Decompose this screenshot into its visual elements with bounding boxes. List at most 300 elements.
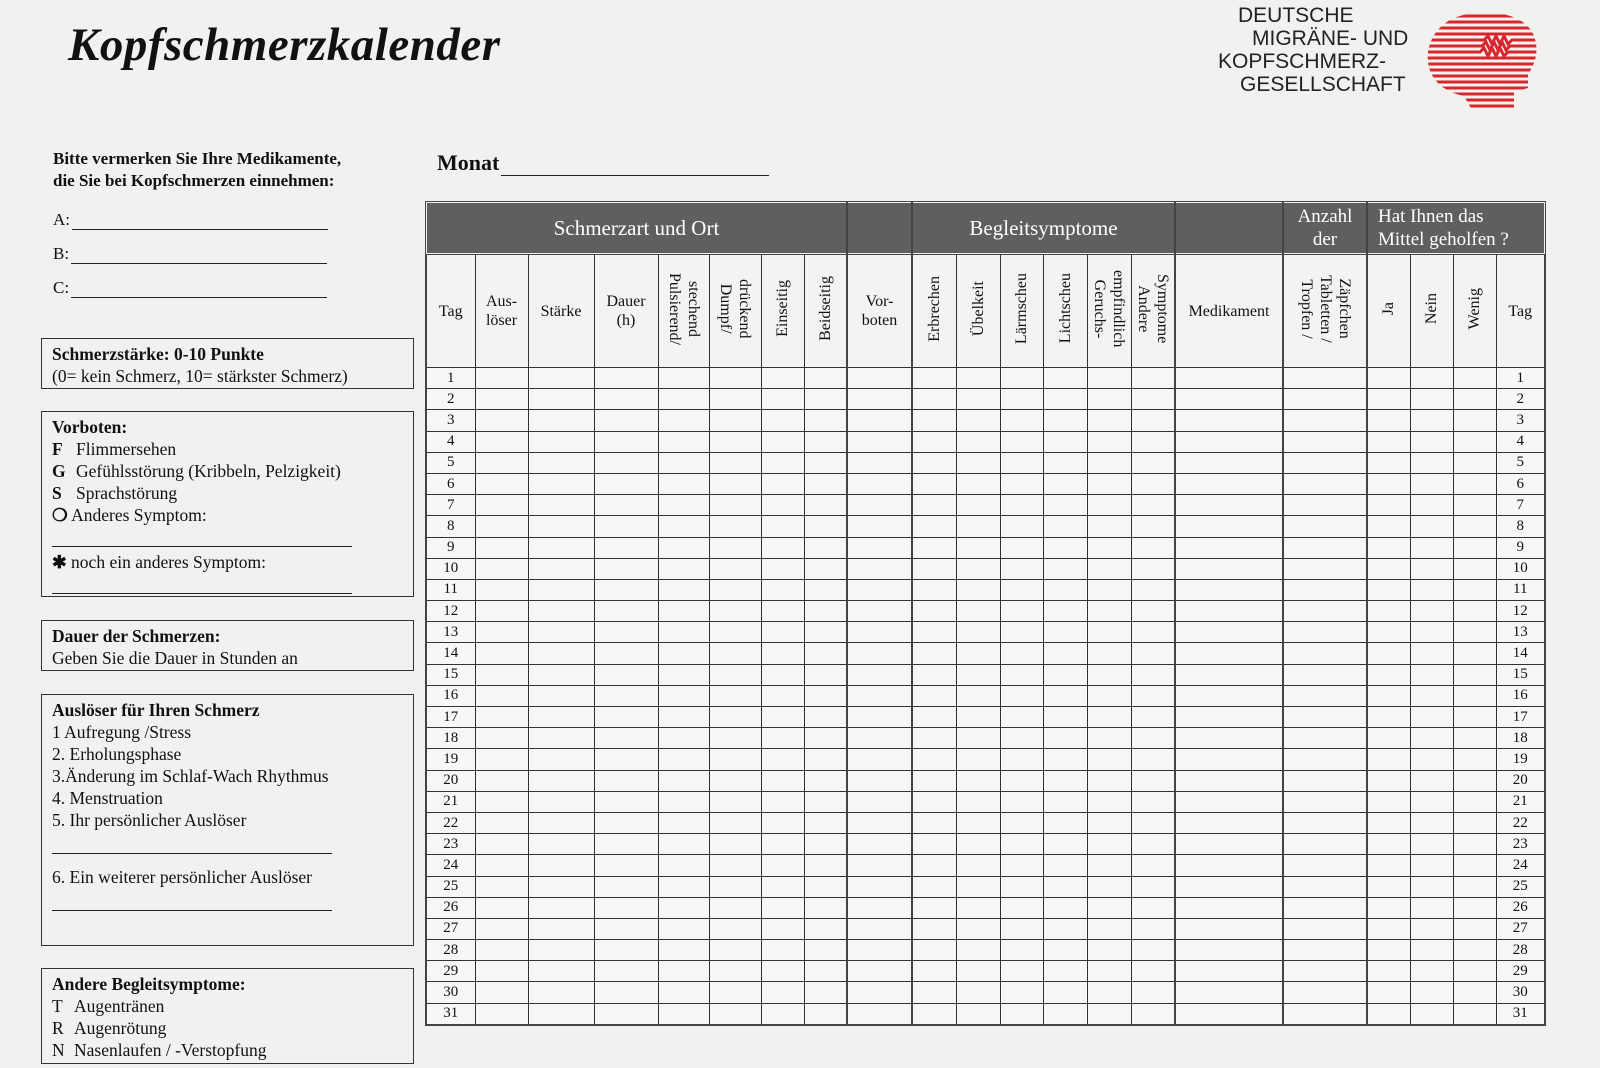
entry-cell[interactable]: [1131, 452, 1175, 473]
entry-cell[interactable]: [1131, 368, 1175, 389]
entry-cell[interactable]: [1367, 918, 1410, 939]
entry-cell[interactable]: [475, 685, 528, 706]
entry-cell[interactable]: [1453, 876, 1496, 897]
entry-cell[interactable]: [1283, 410, 1367, 431]
entry-cell[interactable]: [1000, 855, 1043, 876]
entry-cell[interactable]: [658, 940, 709, 961]
entry-cell[interactable]: [594, 601, 658, 622]
entry-cell[interactable]: [709, 728, 761, 749]
entry-cell[interactable]: [1175, 834, 1283, 855]
entry-cell[interactable]: [1000, 812, 1043, 833]
entry-cell[interactable]: [804, 770, 847, 791]
entry-cell[interactable]: [475, 918, 528, 939]
entry-cell[interactable]: [1367, 707, 1410, 728]
entry-cell[interactable]: [1043, 368, 1087, 389]
entry-cell[interactable]: [956, 410, 1000, 431]
entry-cell[interactable]: [1367, 876, 1410, 897]
entry-cell[interactable]: [1087, 643, 1131, 664]
entry-cell[interactable]: [709, 812, 761, 833]
entry-cell[interactable]: [1453, 410, 1496, 431]
entry-cell[interactable]: [1087, 558, 1131, 579]
entry-cell[interactable]: [804, 643, 847, 664]
entry-cell[interactable]: [912, 452, 956, 473]
entry-cell[interactable]: [1087, 961, 1131, 982]
entry-cell[interactable]: [709, 622, 761, 643]
entry-cell[interactable]: [475, 876, 528, 897]
entry-cell[interactable]: [1283, 431, 1367, 452]
entry-cell[interactable]: [475, 728, 528, 749]
entry-cell[interactable]: [956, 855, 1000, 876]
entry-cell[interactable]: [1087, 897, 1131, 918]
entry-cell[interactable]: [956, 664, 1000, 685]
entry-cell[interactable]: [956, 389, 1000, 410]
entry-cell[interactable]: [804, 579, 847, 600]
entry-cell[interactable]: [956, 707, 1000, 728]
entry-cell[interactable]: [1367, 410, 1410, 431]
entry-cell[interactable]: [956, 473, 1000, 494]
entry-cell[interactable]: [709, 749, 761, 770]
entry-cell[interactable]: [1453, 982, 1496, 1003]
entry-cell[interactable]: [475, 452, 528, 473]
entry-cell[interactable]: [1283, 664, 1367, 685]
entry-cell[interactable]: [1453, 516, 1496, 537]
entry-cell[interactable]: [761, 601, 804, 622]
entry-cell[interactable]: [594, 579, 658, 600]
entry-cell[interactable]: [528, 791, 594, 812]
entry-cell[interactable]: [912, 410, 956, 431]
entry-cell[interactable]: [709, 876, 761, 897]
entry-cell[interactable]: [956, 601, 1000, 622]
entry-cell[interactable]: [1131, 897, 1175, 918]
entry-cell[interactable]: [475, 473, 528, 494]
entry-cell[interactable]: [1175, 601, 1283, 622]
entry-cell[interactable]: [475, 368, 528, 389]
entry-cell[interactable]: [709, 601, 761, 622]
entry-cell[interactable]: [1043, 389, 1087, 410]
entry-cell[interactable]: [761, 558, 804, 579]
entry-cell[interactable]: [1000, 473, 1043, 494]
entry-cell[interactable]: [847, 728, 912, 749]
entry-cell[interactable]: [1175, 770, 1283, 791]
entry-cell[interactable]: [1087, 791, 1131, 812]
entry-cell[interactable]: [1000, 685, 1043, 706]
entry-cell[interactable]: [847, 410, 912, 431]
entry-cell[interactable]: [1175, 579, 1283, 600]
entry-cell[interactable]: [594, 982, 658, 1003]
entry-cell[interactable]: [528, 452, 594, 473]
entry-cell[interactable]: [847, 622, 912, 643]
entry-cell[interactable]: [1175, 940, 1283, 961]
entry-cell[interactable]: [1367, 685, 1410, 706]
entry-cell[interactable]: [761, 982, 804, 1003]
entry-cell[interactable]: [1043, 495, 1087, 516]
entry-cell[interactable]: [912, 643, 956, 664]
entry-cell[interactable]: [1283, 643, 1367, 664]
entry-cell[interactable]: [1087, 495, 1131, 516]
entry-cell[interactable]: [709, 368, 761, 389]
entry-cell[interactable]: [1131, 495, 1175, 516]
entry-cell[interactable]: [847, 749, 912, 770]
entry-cell[interactable]: [1453, 431, 1496, 452]
entry-cell[interactable]: [761, 643, 804, 664]
entry-cell[interactable]: [1175, 537, 1283, 558]
entry-cell[interactable]: [1453, 897, 1496, 918]
entry-cell[interactable]: [912, 728, 956, 749]
entry-cell[interactable]: [1283, 876, 1367, 897]
entry-cell[interactable]: [1175, 368, 1283, 389]
entry-cell[interactable]: [804, 812, 847, 833]
entry-cell[interactable]: [1043, 410, 1087, 431]
entry-cell[interactable]: [475, 389, 528, 410]
entry-cell[interactable]: [1000, 601, 1043, 622]
entry-cell[interactable]: [594, 452, 658, 473]
entry-cell[interactable]: [658, 707, 709, 728]
entry-cell[interactable]: [528, 749, 594, 770]
entry-cell[interactable]: [709, 918, 761, 939]
entry-cell[interactable]: [709, 982, 761, 1003]
entry-cell[interactable]: [1175, 389, 1283, 410]
entry-cell[interactable]: [528, 664, 594, 685]
entry-cell[interactable]: [1410, 452, 1453, 473]
entry-cell[interactable]: [761, 940, 804, 961]
entry-cell[interactable]: [1087, 410, 1131, 431]
entry-cell[interactable]: [1367, 940, 1410, 961]
entry-cell[interactable]: [709, 685, 761, 706]
entry-cell[interactable]: [912, 982, 956, 1003]
entry-cell[interactable]: [1131, 812, 1175, 833]
entry-cell[interactable]: [475, 812, 528, 833]
entry-cell[interactable]: [1087, 855, 1131, 876]
month-field[interactable]: [501, 151, 769, 176]
entry-cell[interactable]: [1043, 812, 1087, 833]
entry-cell[interactable]: [475, 855, 528, 876]
entry-cell[interactable]: [658, 876, 709, 897]
entry-cell[interactable]: [847, 1003, 912, 1025]
entry-cell[interactable]: [594, 812, 658, 833]
entry-cell[interactable]: [1000, 982, 1043, 1003]
entry-cell[interactable]: [956, 897, 1000, 918]
entry-cell[interactable]: [594, 368, 658, 389]
entry-cell[interactable]: [1131, 601, 1175, 622]
entry-cell[interactable]: [1000, 791, 1043, 812]
entry-cell[interactable]: [1410, 982, 1453, 1003]
entry-cell[interactable]: [1175, 897, 1283, 918]
entry-cell[interactable]: [528, 368, 594, 389]
entry-cell[interactable]: [1283, 940, 1367, 961]
entry-cell[interactable]: [1087, 431, 1131, 452]
entry-cell[interactable]: [1087, 812, 1131, 833]
entry-cell[interactable]: [1410, 961, 1453, 982]
entry-cell[interactable]: [709, 961, 761, 982]
entry-cell[interactable]: [658, 558, 709, 579]
entry-cell[interactable]: [761, 918, 804, 939]
entry-cell[interactable]: [1131, 431, 1175, 452]
entry-cell[interactable]: [1175, 622, 1283, 643]
entry-cell[interactable]: [847, 452, 912, 473]
entry-cell[interactable]: [1453, 452, 1496, 473]
entry-cell[interactable]: [1410, 918, 1453, 939]
entry-cell[interactable]: [1410, 368, 1453, 389]
entry-cell[interactable]: [1087, 982, 1131, 1003]
entry-cell[interactable]: [761, 749, 804, 770]
entry-cell[interactable]: [658, 664, 709, 685]
entry-cell[interactable]: [1283, 622, 1367, 643]
entry-cell[interactable]: [1283, 791, 1367, 812]
entry-cell[interactable]: [1131, 516, 1175, 537]
entry-cell[interactable]: [709, 897, 761, 918]
entry-cell[interactable]: [1410, 495, 1453, 516]
entry-cell[interactable]: [761, 473, 804, 494]
entry-cell[interactable]: [658, 918, 709, 939]
entry-cell[interactable]: [528, 685, 594, 706]
entry-cell[interactable]: [1283, 389, 1367, 410]
entry-cell[interactable]: [1453, 622, 1496, 643]
entry-cell[interactable]: [1000, 410, 1043, 431]
entry-cell[interactable]: [1175, 812, 1283, 833]
entry-cell[interactable]: [1131, 558, 1175, 579]
entry-cell[interactable]: [1131, 728, 1175, 749]
entry-cell[interactable]: [709, 940, 761, 961]
entry-cell[interactable]: [528, 855, 594, 876]
entry-cell[interactable]: [761, 812, 804, 833]
entry-cell[interactable]: [1410, 516, 1453, 537]
entry-cell[interactable]: [1410, 622, 1453, 643]
entry-cell[interactable]: [1043, 834, 1087, 855]
entry-cell[interactable]: [1453, 643, 1496, 664]
entry-cell[interactable]: [1000, 579, 1043, 600]
entry-cell[interactable]: [847, 897, 912, 918]
entry-cell[interactable]: [912, 473, 956, 494]
entry-cell[interactable]: [1000, 389, 1043, 410]
entry-cell[interactable]: [528, 770, 594, 791]
entry-cell[interactable]: [1043, 707, 1087, 728]
entry-cell[interactable]: [1367, 579, 1410, 600]
entry-cell[interactable]: [528, 707, 594, 728]
entry-cell[interactable]: [804, 452, 847, 473]
entry-cell[interactable]: [1283, 452, 1367, 473]
entry-cell[interactable]: [658, 961, 709, 982]
entry-cell[interactable]: [1410, 897, 1453, 918]
entry-cell[interactable]: [528, 537, 594, 558]
entry-cell[interactable]: [912, 940, 956, 961]
entry-cell[interactable]: [528, 431, 594, 452]
entry-cell[interactable]: [1000, 516, 1043, 537]
entry-cell[interactable]: [1043, 473, 1087, 494]
entry-cell[interactable]: [1453, 664, 1496, 685]
entry-cell[interactable]: [847, 961, 912, 982]
entry-cell[interactable]: [761, 770, 804, 791]
entry-cell[interactable]: [1087, 1003, 1131, 1025]
entry-cell[interactable]: [1043, 876, 1087, 897]
entry-cell[interactable]: [475, 770, 528, 791]
entry-cell[interactable]: [804, 558, 847, 579]
entry-cell[interactable]: [709, 664, 761, 685]
entry-cell[interactable]: [912, 601, 956, 622]
entry-cell[interactable]: [1410, 707, 1453, 728]
entry-cell[interactable]: [1367, 855, 1410, 876]
entry-cell[interactable]: [1410, 855, 1453, 876]
entry-cell[interactable]: [528, 473, 594, 494]
entry-cell[interactable]: [847, 918, 912, 939]
entry-cell[interactable]: [1043, 940, 1087, 961]
entry-cell[interactable]: [1131, 918, 1175, 939]
entry-cell[interactable]: [956, 834, 1000, 855]
entry-cell[interactable]: [1131, 1003, 1175, 1025]
entry-cell[interactable]: [528, 812, 594, 833]
entry-cell[interactable]: [658, 368, 709, 389]
entry-cell[interactable]: [761, 1003, 804, 1025]
entry-cell[interactable]: [475, 1003, 528, 1025]
entry-cell[interactable]: [658, 473, 709, 494]
entry-cell[interactable]: [1043, 728, 1087, 749]
entry-cell[interactable]: [912, 834, 956, 855]
entry-cell[interactable]: [658, 389, 709, 410]
entry-cell[interactable]: [804, 1003, 847, 1025]
entry-cell[interactable]: [658, 537, 709, 558]
entry-cell[interactable]: [1000, 961, 1043, 982]
entry-cell[interactable]: [1453, 558, 1496, 579]
entry-cell[interactable]: [1175, 982, 1283, 1003]
entry-cell[interactable]: [1131, 749, 1175, 770]
entry-cell[interactable]: [804, 961, 847, 982]
entry-cell[interactable]: [761, 855, 804, 876]
entry-cell[interactable]: [1175, 685, 1283, 706]
entry-cell[interactable]: [804, 749, 847, 770]
entry-cell[interactable]: [1000, 749, 1043, 770]
entry-cell[interactable]: [594, 918, 658, 939]
entry-cell[interactable]: [1087, 685, 1131, 706]
entry-cell[interactable]: [1283, 368, 1367, 389]
entry-cell[interactable]: [912, 812, 956, 833]
entry-cell[interactable]: [1175, 918, 1283, 939]
entry-cell[interactable]: [1175, 961, 1283, 982]
entry-cell[interactable]: [594, 707, 658, 728]
entry-cell[interactable]: [761, 876, 804, 897]
entry-cell[interactable]: [1283, 982, 1367, 1003]
entry-cell[interactable]: [1043, 643, 1087, 664]
entry-cell[interactable]: [1367, 558, 1410, 579]
entry-cell[interactable]: [475, 749, 528, 770]
entry-cell[interactable]: [1453, 579, 1496, 600]
entry-cell[interactable]: [1410, 834, 1453, 855]
entry-cell[interactable]: [956, 685, 1000, 706]
entry-cell[interactable]: [475, 410, 528, 431]
entry-cell[interactable]: [956, 368, 1000, 389]
entry-cell[interactable]: [1453, 791, 1496, 812]
entry-cell[interactable]: [1000, 876, 1043, 897]
entry-cell[interactable]: [804, 897, 847, 918]
entry-cell[interactable]: [847, 940, 912, 961]
entry-cell[interactable]: [1410, 1003, 1453, 1025]
entry-cell[interactable]: [594, 643, 658, 664]
entry-cell[interactable]: [1043, 431, 1087, 452]
entry-cell[interactable]: [1453, 601, 1496, 622]
entry-cell[interactable]: [1283, 537, 1367, 558]
med-c-field[interactable]: [71, 279, 327, 298]
entry-cell[interactable]: [1087, 876, 1131, 897]
entry-cell[interactable]: [804, 431, 847, 452]
entry-cell[interactable]: [1131, 537, 1175, 558]
entry-cell[interactable]: [594, 685, 658, 706]
entry-cell[interactable]: [475, 961, 528, 982]
entry-cell[interactable]: [1043, 982, 1087, 1003]
entry-cell[interactable]: [1000, 622, 1043, 643]
entry-cell[interactable]: [709, 473, 761, 494]
entry-cell[interactable]: [761, 897, 804, 918]
entry-cell[interactable]: [1453, 728, 1496, 749]
entry-cell[interactable]: [761, 516, 804, 537]
entry-cell[interactable]: [912, 1003, 956, 1025]
entry-cell[interactable]: [1367, 1003, 1410, 1025]
entry-cell[interactable]: [528, 897, 594, 918]
entry-cell[interactable]: [1087, 834, 1131, 855]
entry-cell[interactable]: [1087, 516, 1131, 537]
entry-cell[interactable]: [1000, 537, 1043, 558]
entry-cell[interactable]: [709, 558, 761, 579]
entry-cell[interactable]: [1000, 728, 1043, 749]
entry-cell[interactable]: [1410, 812, 1453, 833]
entry-cell[interactable]: [1000, 707, 1043, 728]
entry-cell[interactable]: [658, 728, 709, 749]
entry-cell[interactable]: [1043, 1003, 1087, 1025]
entry-cell[interactable]: [528, 1003, 594, 1025]
entry-cell[interactable]: [528, 834, 594, 855]
entry-cell[interactable]: [658, 685, 709, 706]
entry-cell[interactable]: [1175, 1003, 1283, 1025]
entry-cell[interactable]: [1000, 1003, 1043, 1025]
entry-cell[interactable]: [1043, 918, 1087, 939]
entry-cell[interactable]: [804, 495, 847, 516]
trigger-5-field[interactable]: [52, 831, 332, 854]
entry-cell[interactable]: [761, 622, 804, 643]
entry-cell[interactable]: [1453, 940, 1496, 961]
entry-cell[interactable]: [1131, 643, 1175, 664]
entry-cell[interactable]: [475, 495, 528, 516]
entry-cell[interactable]: [1087, 452, 1131, 473]
entry-cell[interactable]: [847, 431, 912, 452]
entry-cell[interactable]: [847, 685, 912, 706]
entry-cell[interactable]: [1043, 537, 1087, 558]
entry-cell[interactable]: [804, 410, 847, 431]
entry-cell[interactable]: [804, 389, 847, 410]
entry-cell[interactable]: [475, 940, 528, 961]
entry-cell[interactable]: [528, 389, 594, 410]
entry-cell[interactable]: [1087, 537, 1131, 558]
entry-cell[interactable]: [1175, 749, 1283, 770]
entry-cell[interactable]: [956, 791, 1000, 812]
entry-cell[interactable]: [761, 728, 804, 749]
entry-cell[interactable]: [1410, 791, 1453, 812]
entry-cell[interactable]: [761, 579, 804, 600]
entry-cell[interactable]: [847, 834, 912, 855]
entry-cell[interactable]: [658, 410, 709, 431]
entry-cell[interactable]: [912, 664, 956, 685]
entry-cell[interactable]: [709, 770, 761, 791]
entry-cell[interactable]: [475, 707, 528, 728]
entry-cell[interactable]: [1283, 473, 1367, 494]
entry-cell[interactable]: [475, 431, 528, 452]
entry-cell[interactable]: [1043, 622, 1087, 643]
entry-cell[interactable]: [1175, 728, 1283, 749]
entry-cell[interactable]: [658, 812, 709, 833]
entry-cell[interactable]: [658, 855, 709, 876]
entry-cell[interactable]: [709, 389, 761, 410]
entry-cell[interactable]: [956, 961, 1000, 982]
entry-cell[interactable]: [709, 707, 761, 728]
entry-cell[interactable]: [1283, 812, 1367, 833]
entry-cell[interactable]: [761, 664, 804, 685]
entry-cell[interactable]: [1131, 664, 1175, 685]
